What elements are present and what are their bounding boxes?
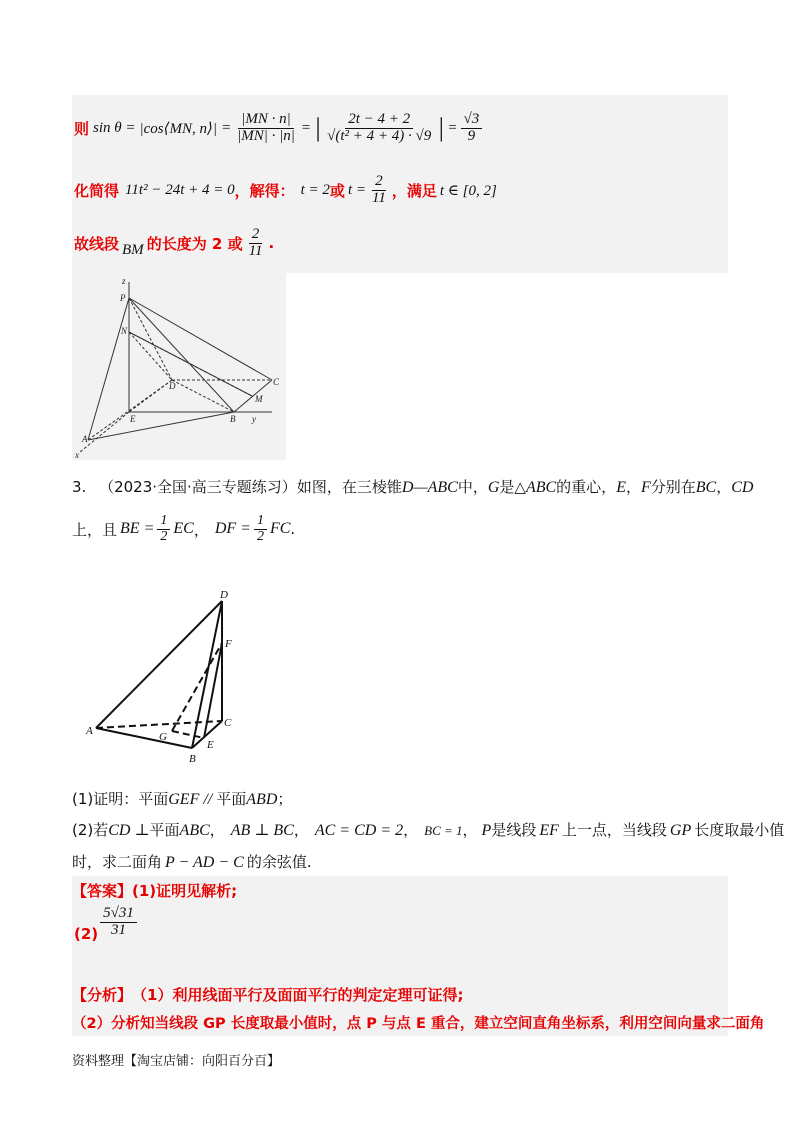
label-c: C — [273, 377, 280, 387]
label-b: B — [189, 753, 196, 765]
quadratic-equation: 11t² − 24t + 4 = 0 — [125, 181, 235, 198]
segment-bm: BM — [122, 241, 144, 258]
figure-tetrahedron — [84, 585, 254, 770]
edge-da — [88, 380, 172, 440]
solution-line-1: 则 sin θ = |cos⟨MN, n⟩| = $\frac{|MN \cdot n|}{|MN| \cdot |n|}$ = | $\frac{2t - 4 + 2}{\text{√(t² + 4 + 4) · √9}}$ | = $\frac{√3}{9}$ — [74, 101, 485, 155]
sin-expression: sin θ = — [93, 119, 136, 136]
edge-da — [96, 601, 222, 728]
edge-ab — [96, 728, 192, 748]
edge-ge-hidden — [172, 731, 204, 738]
label-d: D — [220, 589, 228, 601]
label-f: F — [225, 638, 232, 650]
label-a: A — [82, 434, 88, 444]
analysis-line-1: 【分析】 （1）利用线面平行及面面平行的判定定理可证得; — [72, 986, 464, 1004]
label-e: E — [207, 739, 214, 751]
label-a: A — [86, 725, 93, 737]
solution-line-2: 化简得 11t² − 24t + 4 = 0 ，解得： t = 2 或 t = $\frac{2}{11}$ ，满足 t ∈ [0, 2] — [74, 172, 497, 206]
edge-bc — [234, 380, 272, 412]
fraction-2: $\frac{2t - 4 + 2}{\text{√(t² + 4 + 4) · √9}}$ — [327, 110, 432, 144]
label-x: x — [75, 450, 79, 460]
label-d: D — [169, 381, 176, 391]
solution-line-3: 故线段 BM 的长度为 2 或 $\frac{2}{11}$ . — [74, 225, 275, 259]
part-1: (1)证明：平面GEF // 平面ABD； — [72, 790, 293, 808]
length-fraction: $\frac{2}{11}$ — [248, 225, 263, 259]
x-axis — [80, 412, 129, 452]
label-e: E — [130, 414, 136, 424]
edge-d-origin — [129, 380, 172, 412]
simplify-label: 化简得 — [74, 181, 120, 200]
cos-expression: |cos⟨MN, n⟩| — [139, 120, 217, 137]
question-3-line-2: 上，且 BE = $\frac{1}{2}$ EC ， DF = $\frac{1}{2}$ FC . — [72, 513, 296, 544]
answer-line-2: (2) $\frac{5√31}{31}$ — [74, 906, 140, 939]
label-m: M — [255, 394, 263, 404]
fraction-3: $\frac{√3}{9}$ — [461, 112, 483, 145]
fraction-1: $\frac{|MN \cdot n|}{|MN| \cdot |n|}$ — [237, 110, 295, 144]
footer-source: 资料整理【淘宝店铺：向阳百分百】 — [72, 1054, 281, 1069]
label-c: C — [224, 717, 232, 729]
analysis-line-2: （2）分析知当线段 GP 长度取最小值时，点 P 与点 E 重合，建立空间直角坐标系，利用空间向量求二面角 — [72, 1016, 765, 1032]
t-fraction: $\frac{2}{11}$ — [371, 172, 386, 206]
tetrahedron-svg — [84, 585, 254, 770]
label-z: z — [122, 276, 126, 286]
question-3-line-1: 3. （2023·全国·高三专题练习）如图，在三棱锥D—ABC中，G是△ABC的重心，E，F分别在BC，CD — [72, 478, 754, 496]
answer-tag: 【答案】 — [72, 882, 133, 900]
answer-fraction: $\frac{5√31}{31}$ — [100, 906, 137, 939]
label-n: N — [121, 326, 128, 336]
pyramid-svg — [72, 272, 286, 460]
solution-block — [72, 95, 728, 273]
then-label: 则 — [74, 119, 90, 138]
edge-pb — [129, 298, 234, 412]
part-2-line-2: 时，求二面角 P − AD − C 的余弦值. — [72, 853, 312, 871]
answer-line-1: 【答案】 (1)证明见解析; — [72, 882, 238, 900]
edge-ac-hidden — [96, 721, 222, 728]
edge-ab — [88, 412, 234, 440]
label-g: G — [159, 731, 167, 743]
analysis-tag: 【分析】 — [72, 986, 133, 1004]
edge-db — [172, 380, 234, 412]
answer-block — [72, 876, 765, 1036]
edge-pa — [88, 298, 129, 440]
label-b: B — [230, 414, 236, 424]
figure-coordinate-pyramid — [72, 272, 286, 460]
label-y: y — [252, 414, 256, 424]
part-2-line-1: (2)若CD ⊥平面ABC， AB ⊥ BC， AC = CD = 2， BC = 1， P是线段 EF 上一点，当线段 GP 长度取最小值 — [72, 821, 785, 839]
label-p: P — [120, 293, 126, 303]
